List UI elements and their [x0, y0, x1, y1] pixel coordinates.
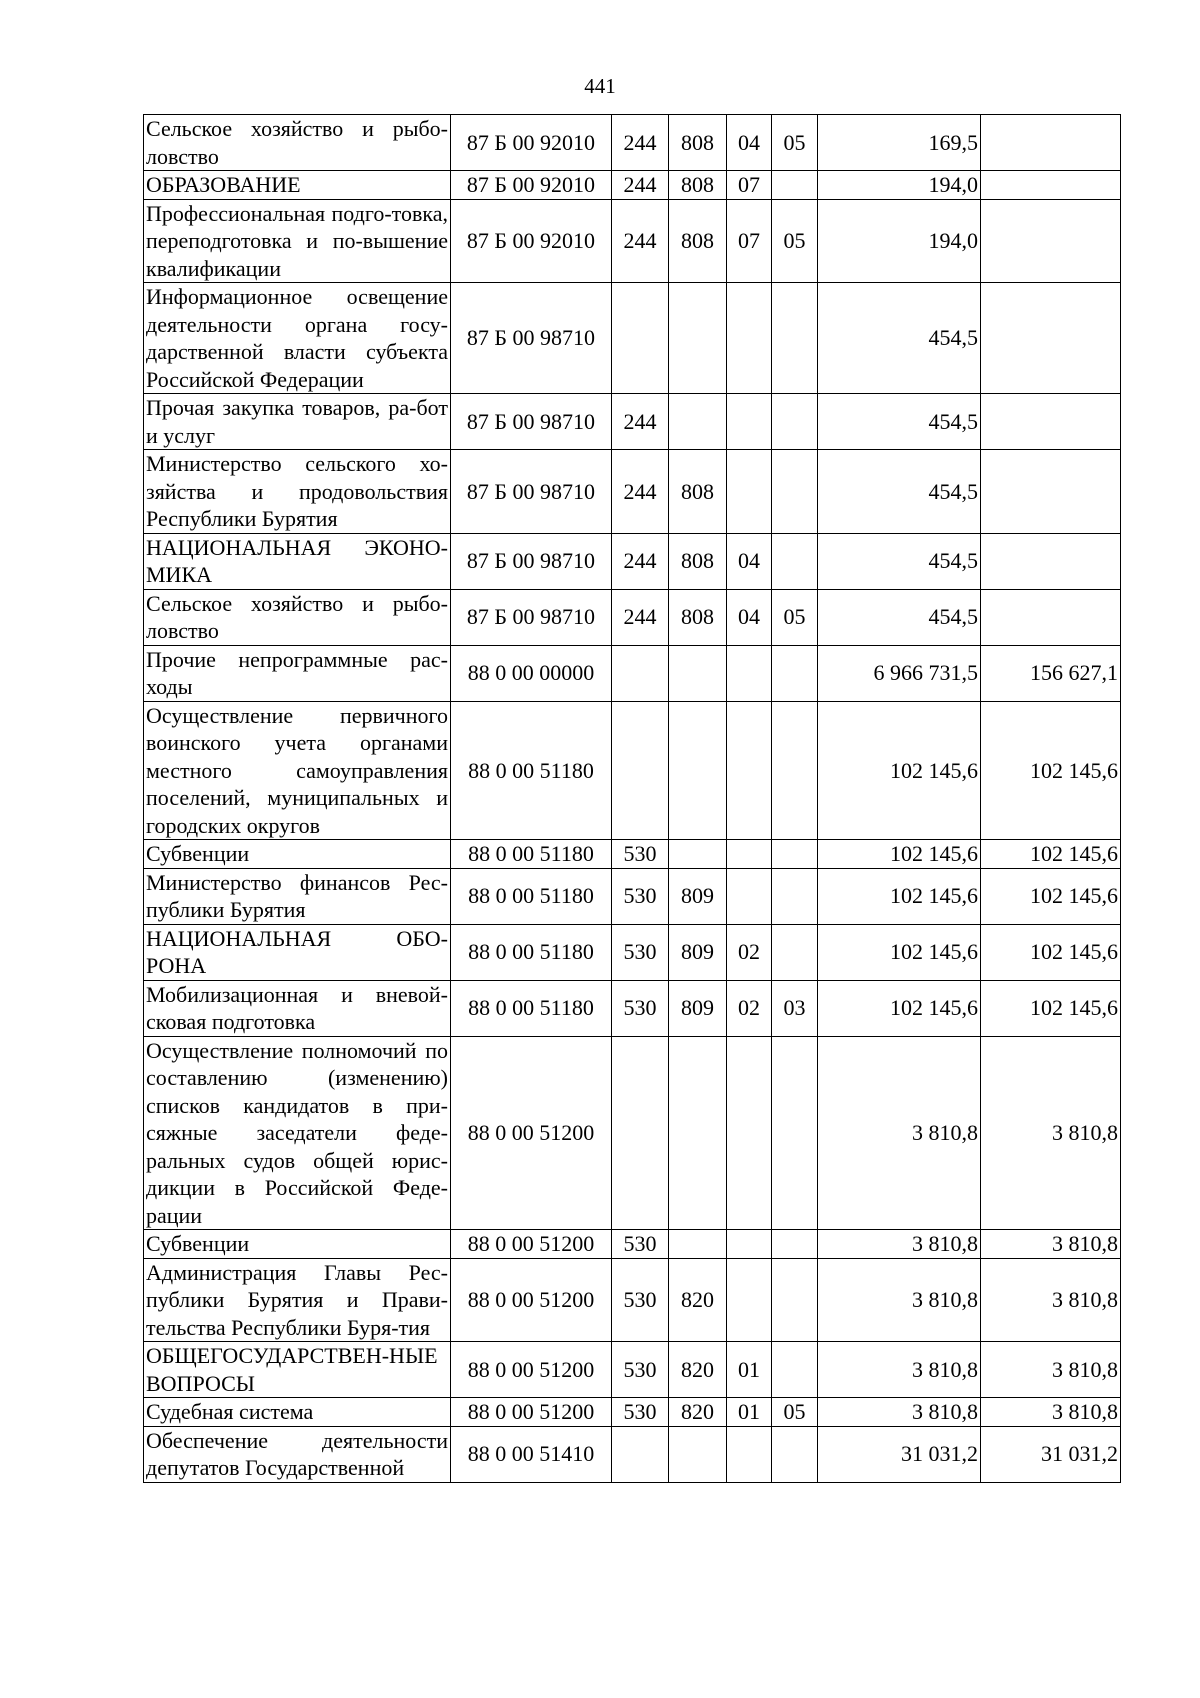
table-row: [144, 1342, 1121, 1398]
row-rz-code: 01: [727, 1342, 772, 1398]
row-vr-code: 530: [612, 868, 669, 924]
table-row: [144, 115, 1121, 171]
row-name: Информационное освещение деятельности органа госу-дарственной власти субъекта Российской Федерации: [144, 283, 451, 394]
row-amount-2: [981, 115, 1121, 171]
row-pr-code: [772, 701, 818, 840]
row-amount-1: 169,5: [818, 115, 981, 171]
row-amount-2: 102 145,6: [981, 840, 1121, 869]
row-amount-2: [981, 199, 1121, 283]
row-pr-code: 05: [772, 589, 818, 645]
row-pr-code: [772, 840, 818, 869]
row-csr-code: 87 Б 00 98710: [451, 589, 612, 645]
row-pr-code: [772, 868, 818, 924]
row-vr-code: 244: [612, 394, 669, 450]
row-name: Субвенции: [144, 840, 451, 869]
row-pr-code: 03: [772, 980, 818, 1036]
row-amount-1: 6 966 731,5: [818, 645, 981, 701]
row-vr-code: 530: [612, 1398, 669, 1427]
row-amount-2: 102 145,6: [981, 924, 1121, 980]
row-amount-1: 31 031,2: [818, 1426, 981, 1482]
row-grbs-code: 808: [669, 199, 727, 283]
row-csr-code: 88 0 00 51200: [451, 1036, 612, 1230]
row-grbs-code: 808: [669, 115, 727, 171]
row-rz-code: 02: [727, 924, 772, 980]
row-pr-code: [772, 533, 818, 589]
row-vr-code: [612, 701, 669, 840]
budget-table: [143, 114, 1121, 1483]
table-row: [144, 533, 1121, 589]
row-amount-2: [981, 283, 1121, 394]
row-csr-code: 87 Б 00 92010: [451, 171, 612, 200]
row-amount-1: 102 145,6: [818, 924, 981, 980]
row-rz-code: 01: [727, 1398, 772, 1427]
row-amount-2: 156 627,1: [981, 645, 1121, 701]
row-pr-code: [772, 1342, 818, 1398]
row-vr-code: 530: [612, 1258, 669, 1342]
row-name: НАЦИОНАЛЬНАЯ ОБО-РОНА: [144, 924, 451, 980]
row-grbs-code: [669, 283, 727, 394]
row-name: ОБЩЕГОСУДАРСТВЕН-НЫЕ ВОПРОСЫ: [144, 1342, 451, 1398]
row-vr-code: 244: [612, 171, 669, 200]
row-csr-code: 87 Б 00 98710: [451, 394, 612, 450]
row-pr-code: [772, 1258, 818, 1342]
row-csr-code: 87 Б 00 98710: [451, 283, 612, 394]
row-amount-2: 3 810,8: [981, 1036, 1121, 1230]
row-amount-2: 31 031,2: [981, 1426, 1121, 1482]
table-row: [144, 701, 1121, 840]
row-csr-code: 88 0 00 51180: [451, 701, 612, 840]
row-amount-2: 3 810,8: [981, 1342, 1121, 1398]
row-name: Осуществление полномочий по составлению (изменению) списков кандидатов в при-сяжные заседатели феде-ральных судов общей юрис-дикции в Российской Феде-рации: [144, 1036, 451, 1230]
table-row: [144, 868, 1121, 924]
row-amount-2: [981, 394, 1121, 450]
row-amount-1: 102 145,6: [818, 980, 981, 1036]
table-row: [144, 589, 1121, 645]
row-pr-code: [772, 1230, 818, 1259]
row-amount-2: 3 810,8: [981, 1398, 1121, 1427]
row-amount-2: 102 145,6: [981, 868, 1121, 924]
row-pr-code: [772, 450, 818, 534]
table-row: [144, 1258, 1121, 1342]
row-rz-code: [727, 868, 772, 924]
row-name: Сельское хозяйство и рыбо-ловство: [144, 589, 451, 645]
row-csr-code: 87 Б 00 98710: [451, 533, 612, 589]
row-pr-code: 05: [772, 199, 818, 283]
row-vr-code: 530: [612, 924, 669, 980]
row-grbs-code: 809: [669, 924, 727, 980]
row-amount-2: 102 145,6: [981, 701, 1121, 840]
row-grbs-code: 808: [669, 171, 727, 200]
row-name: ОБРАЗОВАНИЕ: [144, 171, 451, 200]
row-amount-2: [981, 171, 1121, 200]
row-amount-1: 194,0: [818, 199, 981, 283]
row-rz-code: 07: [727, 171, 772, 200]
row-pr-code: [772, 924, 818, 980]
row-csr-code: 87 Б 00 92010: [451, 199, 612, 283]
row-amount-1: 102 145,6: [818, 840, 981, 869]
row-vr-code: 244: [612, 115, 669, 171]
row-csr-code: 88 0 00 51180: [451, 868, 612, 924]
row-rz-code: [727, 450, 772, 534]
row-name: Осуществление первичного воинского учета органами местного самоуправления поселений, муниципальных и городских округов: [144, 701, 451, 840]
row-grbs-code: [669, 840, 727, 869]
row-rz-code: [727, 1036, 772, 1230]
row-amount-1: 454,5: [818, 589, 981, 645]
row-amount-2: [981, 589, 1121, 645]
row-amount-1: 3 810,8: [818, 1342, 981, 1398]
row-amount-2: 102 145,6: [981, 980, 1121, 1036]
table-body: [144, 115, 1121, 1483]
page-number: 441: [584, 74, 616, 98]
row-csr-code: 88 0 00 51200: [451, 1398, 612, 1427]
row-amount-1: 3 810,8: [818, 1258, 981, 1342]
table-row: [144, 840, 1121, 869]
row-amount-2: [981, 450, 1121, 534]
row-pr-code: [772, 283, 818, 394]
row-amount-2: 3 810,8: [981, 1230, 1121, 1259]
row-pr-code: [772, 394, 818, 450]
row-grbs-code: 809: [669, 868, 727, 924]
table-row: [144, 394, 1121, 450]
row-pr-code: [772, 1036, 818, 1230]
row-grbs-code: 820: [669, 1258, 727, 1342]
row-csr-code: 87 Б 00 92010: [451, 115, 612, 171]
row-rz-code: [727, 1230, 772, 1259]
row-vr-code: [612, 283, 669, 394]
row-amount-2: 3 810,8: [981, 1258, 1121, 1342]
table-row: [144, 1398, 1121, 1427]
row-name: Сельское хозяйство и рыбо-ловство: [144, 115, 451, 171]
row-rz-code: 02: [727, 980, 772, 1036]
row-name: Министерство сельского хо-зяйства и продовольствия Республики Бурятия: [144, 450, 451, 534]
row-csr-code: 88 0 00 51200: [451, 1230, 612, 1259]
row-csr-code: 87 Б 00 98710: [451, 450, 612, 534]
row-pr-code: 05: [772, 115, 818, 171]
row-grbs-code: 820: [669, 1342, 727, 1398]
row-csr-code: 88 0 00 51180: [451, 980, 612, 1036]
row-vr-code: 530: [612, 840, 669, 869]
row-csr-code: 88 0 00 51180: [451, 924, 612, 980]
table-row: [144, 283, 1121, 394]
row-vr-code: 244: [612, 533, 669, 589]
row-name: Прочие непрограммные рас-ходы: [144, 645, 451, 701]
table-row: [144, 924, 1121, 980]
row-name: Прочая закупка товаров, ра-бот и услуг: [144, 394, 451, 450]
row-grbs-code: [669, 1036, 727, 1230]
row-rz-code: [727, 645, 772, 701]
table-row: [144, 1230, 1121, 1259]
row-csr-code: 88 0 00 51200: [451, 1258, 612, 1342]
row-csr-code: 88 0 00 00000: [451, 645, 612, 701]
row-amount-1: 454,5: [818, 450, 981, 534]
row-csr-code: 88 0 00 51180: [451, 840, 612, 869]
row-amount-1: 454,5: [818, 283, 981, 394]
row-amount-1: 102 145,6: [818, 701, 981, 840]
row-rz-code: 04: [727, 115, 772, 171]
row-grbs-code: [669, 645, 727, 701]
row-grbs-code: 820: [669, 1398, 727, 1427]
row-name: Субвенции: [144, 1230, 451, 1259]
row-name: Министерство финансов Рес-публики Бурятия: [144, 868, 451, 924]
row-rz-code: 04: [727, 533, 772, 589]
row-name: Мобилизационная и вневой-сковая подготовка: [144, 980, 451, 1036]
row-grbs-code: 808: [669, 450, 727, 534]
table-row: [144, 450, 1121, 534]
row-amount-1: 194,0: [818, 171, 981, 200]
row-grbs-code: [669, 1426, 727, 1482]
row-rz-code: [727, 840, 772, 869]
row-rz-code: [727, 283, 772, 394]
row-amount-1: 102 145,6: [818, 868, 981, 924]
row-amount-1: 454,5: [818, 533, 981, 589]
row-pr-code: [772, 1426, 818, 1482]
row-vr-code: 244: [612, 589, 669, 645]
row-grbs-code: 808: [669, 533, 727, 589]
table-row: [144, 199, 1121, 283]
row-name: Обеспечение деятельности депутатов Государственной: [144, 1426, 451, 1482]
row-amount-2: [981, 533, 1121, 589]
table-row: [144, 645, 1121, 701]
row-amount-1: 454,5: [818, 394, 981, 450]
row-grbs-code: [669, 1230, 727, 1259]
row-vr-code: [612, 1036, 669, 1230]
table-row: [144, 980, 1121, 1036]
row-pr-code: [772, 645, 818, 701]
row-pr-code: 05: [772, 1398, 818, 1427]
row-rz-code: [727, 701, 772, 840]
row-vr-code: 244: [612, 199, 669, 283]
row-vr-code: [612, 1426, 669, 1482]
row-grbs-code: [669, 701, 727, 840]
table-row: [144, 171, 1121, 200]
row-amount-1: 3 810,8: [818, 1398, 981, 1427]
row-csr-code: 88 0 00 51410: [451, 1426, 612, 1482]
row-grbs-code: [669, 394, 727, 450]
row-csr-code: 88 0 00 51200: [451, 1342, 612, 1398]
row-grbs-code: 809: [669, 980, 727, 1036]
row-vr-code: 530: [612, 1342, 669, 1398]
row-vr-code: [612, 645, 669, 701]
row-vr-code: 244: [612, 450, 669, 534]
row-rz-code: 04: [727, 589, 772, 645]
row-name: Администрация Главы Рес-публики Бурятия и Прави-тельства Республики Буря-тия: [144, 1258, 451, 1342]
row-rz-code: [727, 1258, 772, 1342]
row-vr-code: 530: [612, 1230, 669, 1259]
row-name: Профессиональная подго-товка, переподготовка и по-вышение квалификации: [144, 199, 451, 283]
row-name: НАЦИОНАЛЬНАЯ ЭКОНО-МИКА: [144, 533, 451, 589]
row-amount-1: 3 810,8: [818, 1230, 981, 1259]
row-rz-code: [727, 1426, 772, 1482]
row-pr-code: [772, 171, 818, 200]
table-row: [144, 1426, 1121, 1482]
row-grbs-code: 808: [669, 589, 727, 645]
row-rz-code: 07: [727, 199, 772, 283]
row-rz-code: [727, 394, 772, 450]
table-row: [144, 1036, 1121, 1230]
row-vr-code: 530: [612, 980, 669, 1036]
row-amount-1: 3 810,8: [818, 1036, 981, 1230]
row-name: Судебная система: [144, 1398, 451, 1427]
